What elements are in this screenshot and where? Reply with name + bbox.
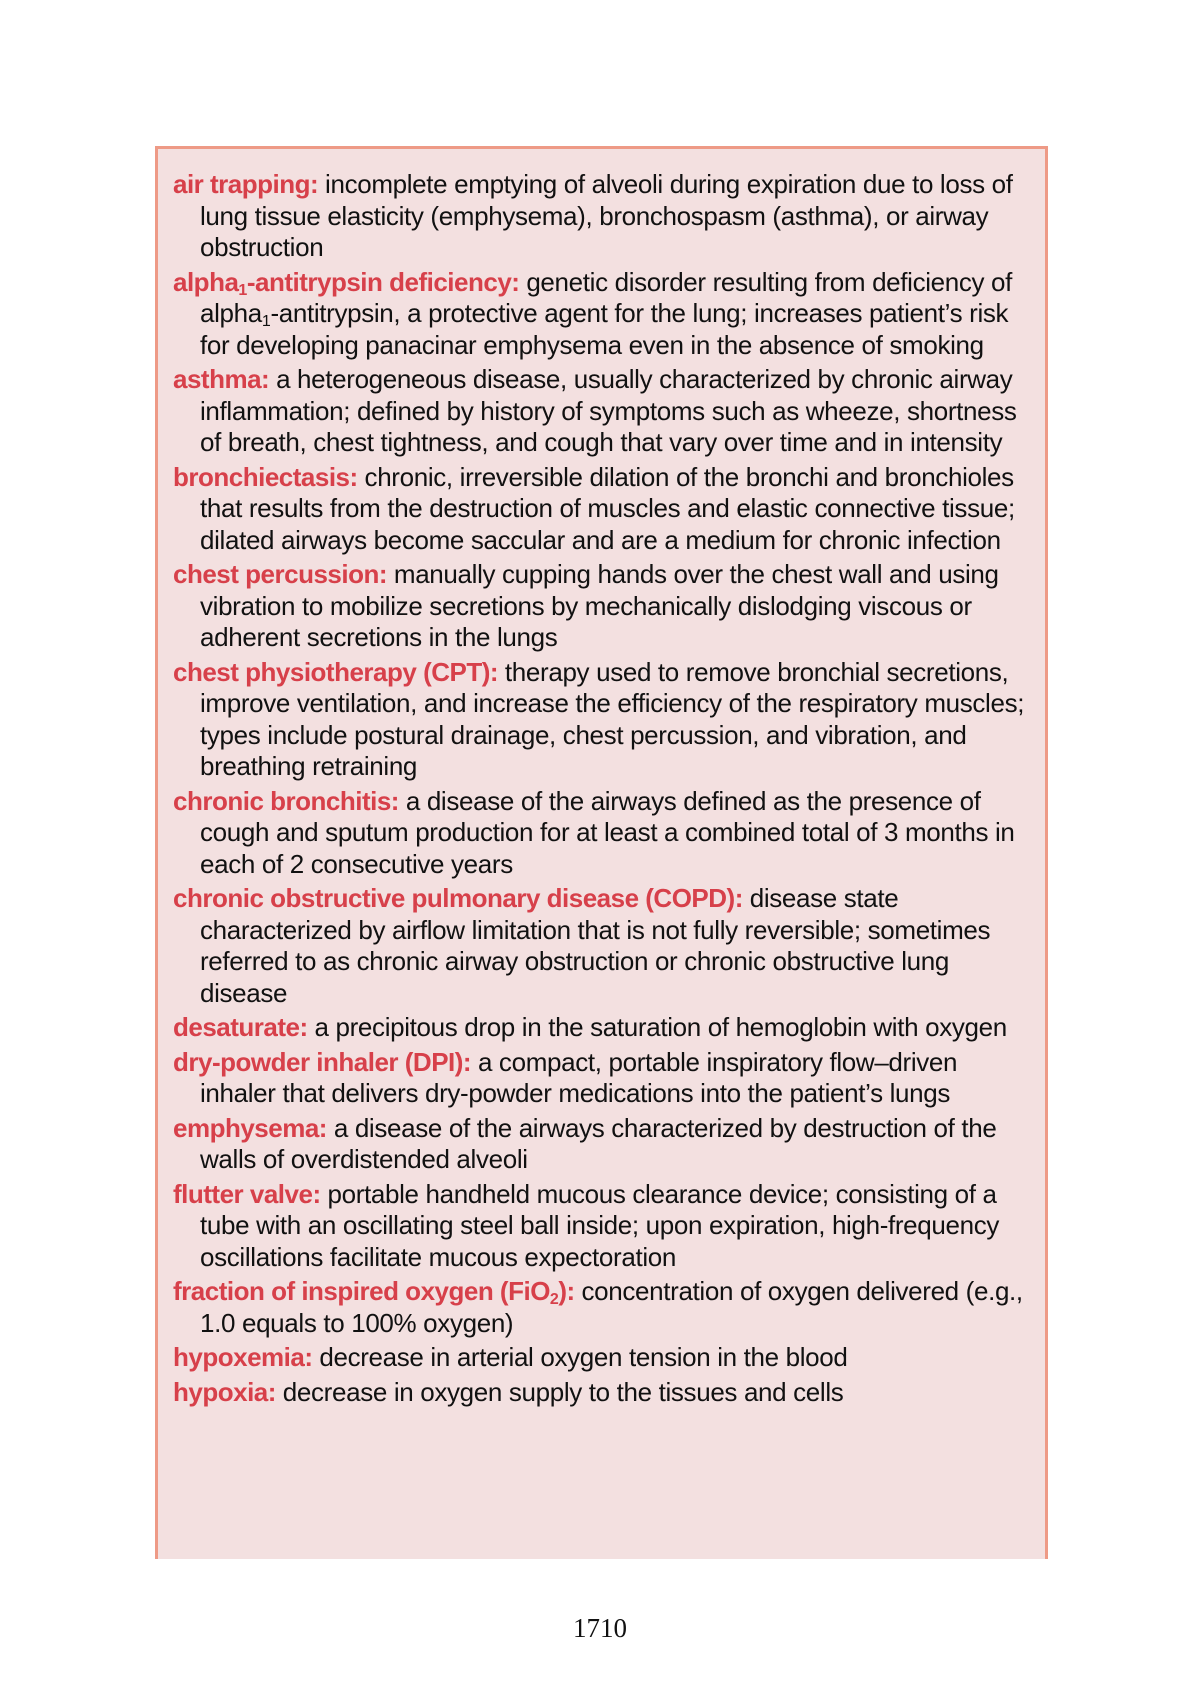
glossary-definition: decrease in oxygen supply to the tissues and cells	[275, 1376, 844, 1407]
glossary-entry-bronchiectasis	[173, 462, 1031, 557]
glossary-entry-alpha1-antitrypsin-deficiency	[173, 267, 1031, 362]
glossary-definition: a heterogeneous disease, usually characterized by chronic airway inflammation; defined by history of symptoms such as wheeze, shortness of breath, chest tightness, and cough that vary over time and in intensity	[200, 364, 1017, 457]
glossary-term: dry-powder inhaler (DPI):	[173, 1046, 472, 1077]
glossary-entry-air-trapping	[173, 169, 1031, 264]
glossary-definition: a precipitous drop in the saturation of hemoglobin with oxygen	[307, 1012, 1007, 1042]
glossary-term: chest percussion:	[173, 559, 388, 589]
definition-text: -antitrypsin, a protective agent for the lung; increases patient’s risk for developing panacinar emphysema even in the absence of smoking	[200, 298, 1009, 360]
glossary-entry-hypoxia	[173, 1377, 1031, 1409]
term-subscript: 1	[238, 281, 247, 299]
glossary-entry-chest-physiotherapy	[173, 657, 1031, 783]
glossary-entry-fraction-of-inspired-oxygen	[173, 1276, 1031, 1339]
term-text: -antitrypsin deficiency:	[246, 266, 520, 297]
glossary-term: emphysema:	[173, 1112, 327, 1143]
glossary-entry-dry-powder-inhaler	[173, 1047, 1031, 1110]
definition-text: genetic disorder resulting from deficiency of alpha	[200, 266, 1013, 328]
glossary-definition: chronic, irreversible dilation of the bronchi and bronchioles that results from the destruction of muscles and elastic connective tissue; dilated airways become saccular and are a medium for chronic infection	[200, 461, 1015, 555]
glossary-term: desaturate:	[173, 1012, 308, 1042]
glossary-entry-emphysema	[173, 1113, 1031, 1176]
glossary-term: asthma:	[173, 364, 270, 394]
glossary-term: flutter valve:	[173, 1178, 321, 1209]
glossary-definition: manually cupping hands over the chest wall and using vibration to mobilize secretions by mechanically dislodging viscous or adherent secretions in the lungs	[200, 559, 999, 652]
glossary-term: hypoxemia:	[173, 1342, 313, 1372]
glossary-term: chronic bronchitis:	[173, 785, 399, 816]
glossary-entry-hypoxemia	[173, 1342, 1031, 1374]
glossary-definition: disease state characterized by airflow limitation that is not fully reversible; sometimes referred to as chronic airway obstruction or chronic obstructive lung disease	[200, 883, 991, 1008]
term-subscript: 2	[549, 1291, 559, 1308]
term-text: alpha	[173, 266, 239, 297]
glossary-term	[173, 1276, 575, 1306]
glossary-definition: therapy used to remove bronchial secretions, improve ventilation, and increase the efficiency of the respiratory muscles; types include postural drainage, chest percussion, and vibration, and breathing retraining	[200, 656, 1025, 781]
glossary-term: air trapping:	[173, 169, 319, 199]
glossary-entry-chest-percussion	[173, 559, 1031, 654]
glossary-entry-flutter-valve	[173, 1179, 1031, 1274]
page-number: 1710	[573, 1613, 627, 1643]
term-text: fraction of inspired oxygen (FiO	[173, 1276, 550, 1306]
glossary-entry-chronic-bronchitis	[173, 786, 1031, 881]
term-text: ):	[558, 1276, 575, 1306]
glossary-definition: portable handheld mucous clearance device; consisting of a tube with an oscillating steel ball inside; upon expiration, high-frequency oscillations facilitate mucous expectoration	[200, 1178, 1000, 1272]
glossary-term: hypoxia:	[173, 1376, 276, 1407]
glossary-term	[173, 267, 519, 297]
glossary-term: chronic obstructive pulmonary disease (COPD):	[173, 883, 743, 913]
glossary-term: chest physiotherapy (CPT):	[173, 656, 499, 687]
glossary-definition: a disease of the airways defined as the presence of cough and sputum production for at least a combined total of 3 months in each of 2 consecutive years	[200, 785, 1015, 879]
glossary-definition: a compact, portable inspiratory flow–driven inhaler that delivers dry-powder medications into the patient’s lungs	[200, 1046, 958, 1108]
glossary-definition: a disease of the airways characterized by destruction of the walls of overdistended alveoli	[200, 1112, 997, 1174]
glossary-entry-desaturate	[173, 1012, 1031, 1044]
glossary-box	[155, 146, 1048, 1559]
glossary-definition: concentration of oxygen delivered (e.g., 1.0 equals to 100% oxygen)	[200, 1276, 1023, 1338]
glossary-definition: incomplete emptying of alveoli during expiration due to loss of lung tissue elasticity (emphysema), bronchospasm (asthma), or airway obstruction	[200, 169, 1013, 262]
glossary-term: bronchiectasis:	[173, 461, 358, 492]
glossary-entry-copd	[173, 883, 1031, 1009]
definition-subscript: 1	[261, 313, 271, 330]
glossary-entry-asthma	[173, 364, 1031, 459]
glossary-definition: decrease in arterial oxygen tension in the blood	[312, 1342, 848, 1372]
